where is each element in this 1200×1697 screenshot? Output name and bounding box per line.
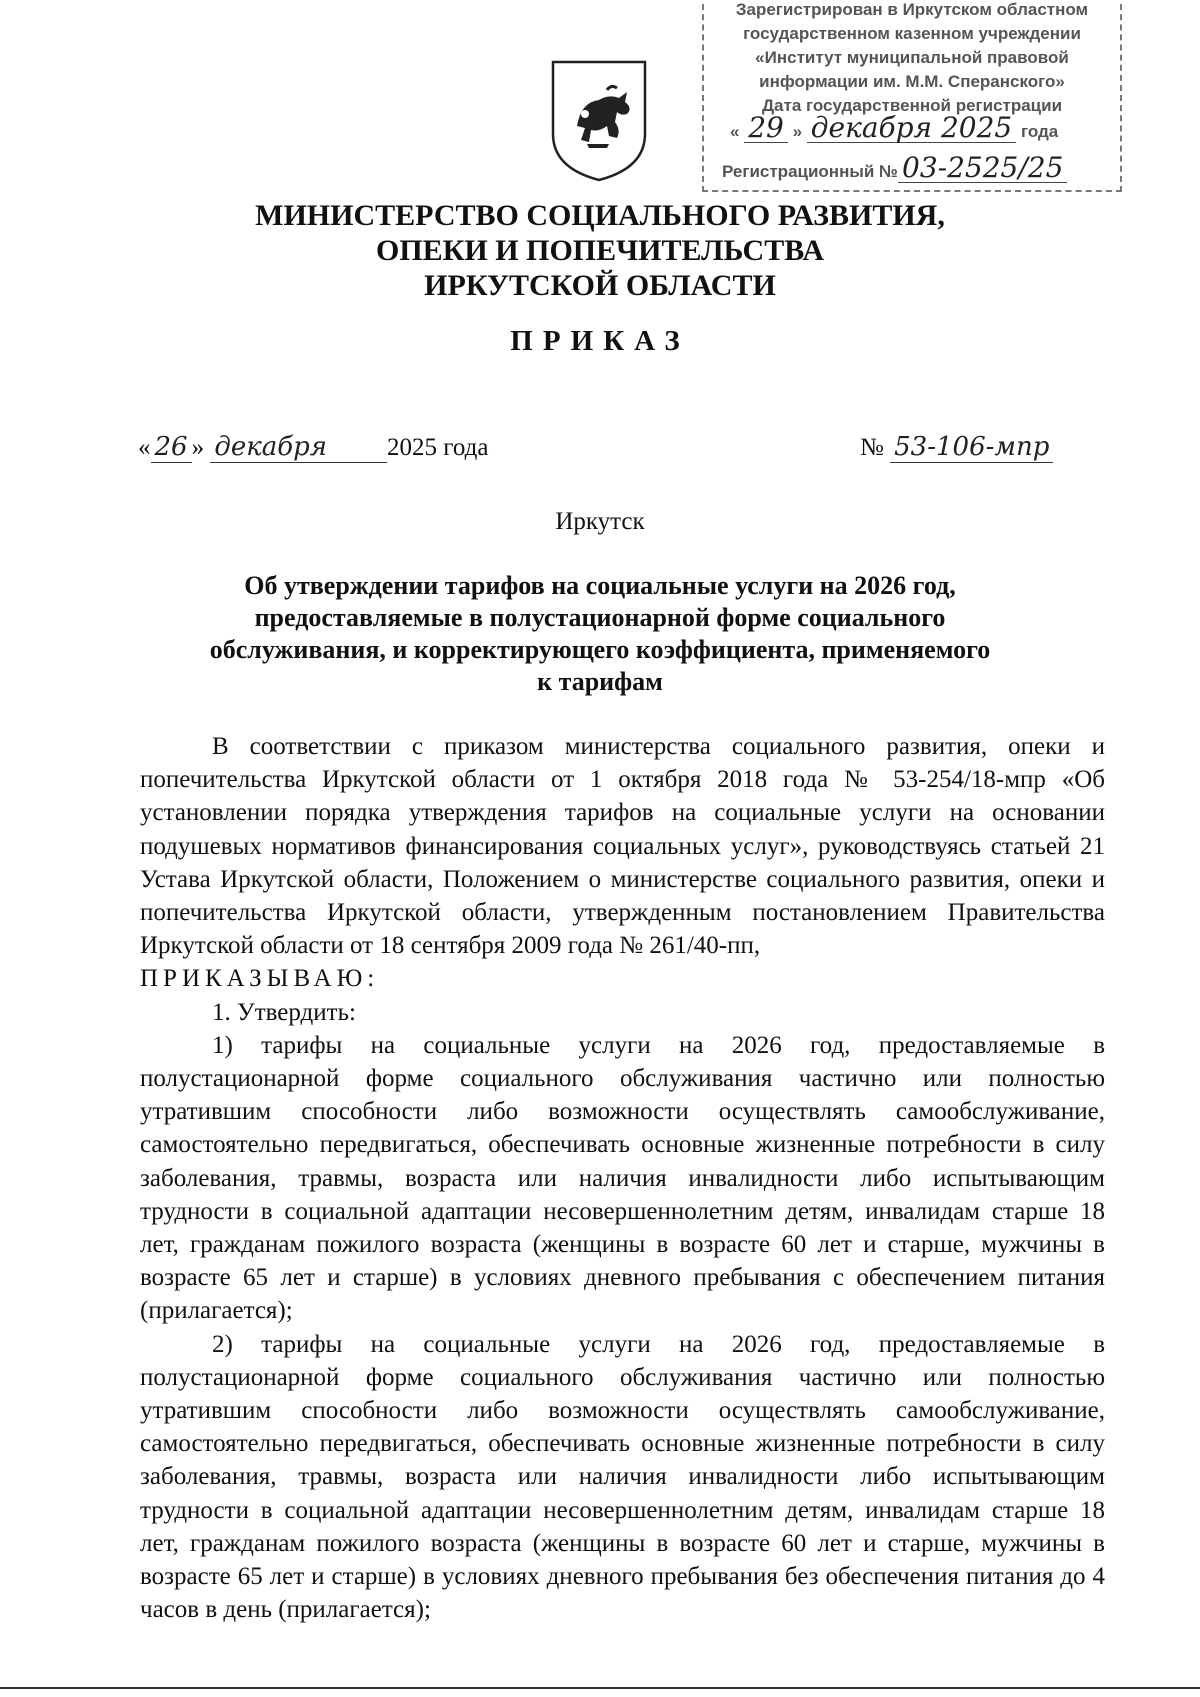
order-date-year: 2025 года — [386, 434, 489, 461]
stamp-registration-date: « 29 » декабря 2025 года — [730, 111, 1059, 144]
stamp-line: Зарегистрирован в Иркутском областном — [735, 0, 1089, 19]
ministry-heading-line: ИРКУТСКОЙ ОБЛАСТИ — [424, 269, 776, 302]
order-number: № 53-106-мпр — [860, 432, 1053, 463]
order-body — [140, 730, 1105, 1626]
order-date-month: декабря — [210, 432, 387, 463]
item-1: 1. Утвердить: — [212, 998, 356, 1026]
subject-line: предоставляемые в полустационарной форме социального — [254, 603, 946, 632]
irkutsk-coat-of-arms-emblem — [547, 56, 651, 184]
registration-stamp — [702, 0, 1122, 192]
command-word: ПРИКАЗЫВАЮ: — [140, 965, 380, 993]
stamp-registration-number — [704, 151, 1142, 184]
order-number-value: 53-106-мпр — [890, 432, 1053, 463]
ministry-heading-line: МИНИСТЕРСТВО СОЦИАЛЬНОГО РАЗВИТИЯ, — [255, 199, 945, 232]
stamp-reg-number: 03-2525/25 — [898, 154, 1067, 183]
order-city: Иркутск — [555, 508, 645, 535]
stamp-line: «Институт муниципальной правовой — [755, 48, 1069, 67]
ministry-heading-line: ОПЕКИ И ПОПЕЧИТЕЛЬСТВА — [376, 234, 824, 267]
subject-line: обслуживания, и корректирующего коэффициента, применяемого — [209, 635, 991, 664]
order-date: « 26 » декабря 2025 года — [138, 432, 489, 462]
stamp-line: государственном казенном учреждении — [743, 24, 1081, 43]
order-date-day: 26 — [151, 432, 192, 463]
stamp-date-day: 29 — [744, 114, 788, 143]
stamp-reg-label: Регистрационный № — [722, 162, 898, 181]
ministry-heading — [150, 198, 1050, 303]
preamble-paragraph: В соответствии с приказом министерства социального развития, опеки и попечительства Иркутской области от 1 октября 2018 года № 53-254/18-мпр «Об установлении порядка утверждения тарифов на социальные услуги на основании подушевых нормативов финансирования социальных услуг», руководствуясь статьей 21 Устава Иркутской области, Положением о министерстве социального развития, опеки и попечительства Иркутской области, утвержденным постановлением Правительства Иркутской области от 18 сентября 2009 года № 261/40-пп, — [140, 733, 1105, 960]
stamp-date-month-year: декабря 2025 — [807, 114, 1016, 143]
stamp-line: информации им. М.М. Сперанского» — [759, 72, 1065, 91]
subject-line: к тарифам — [537, 667, 663, 696]
subitem-1: 1) тарифы на социальные услуги на 2026 год, предоставляемые в полустационарной форме социального обслуживания частично или полностью утратившим способности либо возможности осуществлять самообслуживание, самостоятельно передвигаться, обеспечивать основные жизненные потребности в силу заболевания, травмы, возраста или наличия инвалидности либо испытывающим трудности в социальной адаптации несовершеннолетним детям, инвалидам старше 18 лет, гражданам пожилого возраста (женщины в возрасте 60 лет и старше, мужчины в возрасте 65 лет и старше) в условиях дневного пребывания с обеспечением питания (прилагается); — [140, 1031, 1105, 1325]
order-subject — [150, 570, 1050, 698]
subject-line: Об утверждении тарифов на социальные услуги на 2026 год, — [244, 571, 956, 600]
page-bottom-rule — [0, 1687, 1200, 1689]
stamp-line: Дата государственной регистрации — [761, 96, 1063, 115]
subitem-2: 2) тарифы на социальные услуги на 2026 год, предоставляемые в полустационарной форме социального обслуживания частично или полностью утратившим способности либо возможности осуществлять самообслуживание, самостоятельно передвигаться, обеспечивать основные жизненные потребности в силу заболевания, травмы, возраста или наличия инвалидности либо испытывающим трудности в социальной адаптации несовершеннолетним детям, инвалидам старше 18 лет, гражданам пожилого возраста (женщины в возрасте 60 лет и старше, мужчины в возрасте 65 лет и старше) в условиях дневного пребывания без обеспечения питания до 4 часов в день (прилагается); — [140, 1330, 1105, 1624]
order-title: ПРИКАЗ — [510, 325, 690, 357]
